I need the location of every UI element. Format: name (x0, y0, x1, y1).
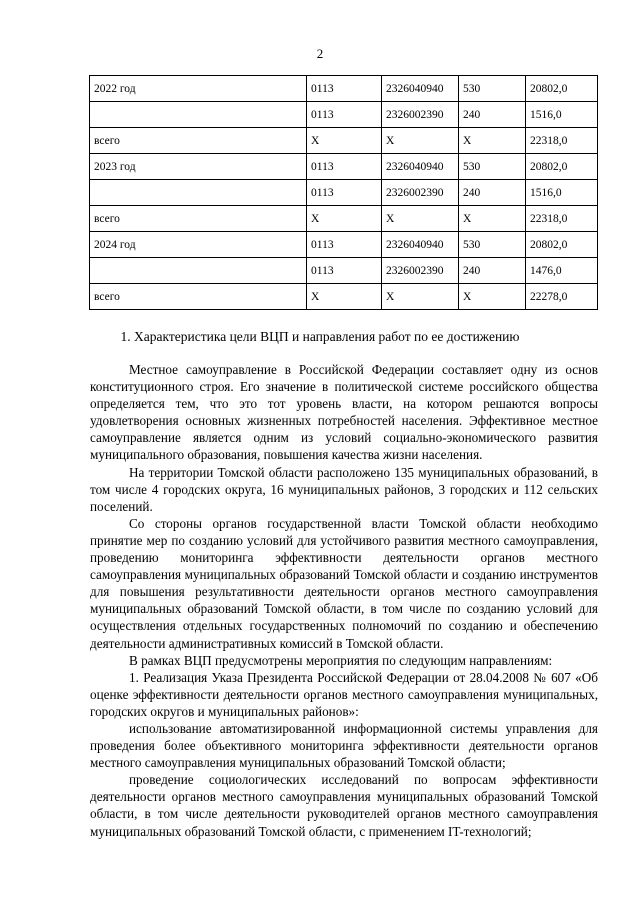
table-cell: 2022 год (90, 76, 307, 102)
funding-table (89, 75, 598, 310)
table-row (90, 258, 598, 284)
table-cell: 530 (459, 76, 526, 102)
table-cell: 2326002390 (382, 258, 459, 284)
table-cell: 2326040940 (382, 154, 459, 180)
table-cell: X (307, 206, 382, 232)
table-cell: 240 (459, 258, 526, 284)
section-heading: 1. Характеристика цели ВЦП и направления работ по ее достижению (120, 329, 520, 344)
table-cell: всего (90, 284, 307, 310)
paragraph: проведение социологических исследований по вопросам эффективности деятельности органов местного самоуправления муниципальных образований Томской области, в том числе деятельности руководителей органов местного самоуправления муниципальных образований Томской области, с применением IT-технологий; (90, 772, 598, 839)
table-cell: 20802,0 (526, 76, 598, 102)
table-cell: 2023 год (90, 154, 307, 180)
table-row (90, 76, 598, 102)
table-cell: X (382, 284, 459, 310)
table-cell: 2326040940 (382, 232, 459, 258)
table-cell: 20802,0 (526, 232, 598, 258)
table-cell: X (307, 128, 382, 154)
body-text (90, 361, 598, 840)
table-cell: 240 (459, 180, 526, 206)
table-row (90, 102, 598, 128)
table-row (90, 180, 598, 206)
table-row (90, 232, 598, 258)
paragraph: В рамках ВЦП предусмотрены мероприятия по следующим направлениям: (129, 652, 553, 668)
table-cell (90, 102, 307, 128)
page-number: 2 (316, 46, 324, 61)
table-row (90, 128, 598, 154)
table-cell: 22278,0 (526, 284, 598, 310)
table-cell: всего (90, 206, 307, 232)
table-cell: 0113 (307, 76, 382, 102)
table-cell: 20802,0 (526, 154, 598, 180)
table-row (90, 154, 598, 180)
table-cell: 22318,0 (526, 206, 598, 232)
table-cell: 1516,0 (526, 180, 598, 206)
table-cell: X (382, 128, 459, 154)
table-cell: 1516,0 (526, 102, 598, 128)
table-cell: 0113 (307, 180, 382, 206)
table-cell: 0113 (307, 102, 382, 128)
table-cell: 530 (459, 232, 526, 258)
table-cell: 2326002390 (382, 180, 459, 206)
table-cell: 22318,0 (526, 128, 598, 154)
table-cell: 1476,0 (526, 258, 598, 284)
table-cell: 530 (459, 154, 526, 180)
table-cell (90, 258, 307, 284)
table-cell: 240 (459, 102, 526, 128)
table-cell: 2326040940 (382, 76, 459, 102)
table-cell: X (459, 284, 526, 310)
paragraph: использование автоматизированной информационной системы управления для проведения более объективного мониторинга эффективности деятельности органов местного самоуправления муниципальных образований Томской области; (90, 720, 598, 771)
paragraph: 1. Реализация Указа Президента Российской Федерации от 28.04.2008 № 607 «Об оценке эффективности деятельности органов местного самоуправления муниципальных, городских округов и муниципальных районов»: (90, 669, 598, 719)
table-cell: 0113 (307, 258, 382, 284)
table-cell (90, 180, 307, 206)
table-cell: X (307, 284, 382, 310)
table-row (90, 206, 598, 232)
table-cell: 2024 год (90, 232, 307, 258)
paragraph: На территории Томской области расположено 135 муниципальных образований, в том числе 4 городских округа, 16 муниципальных районов, 3 городских и 112 сельских поселений. (90, 464, 598, 514)
table-cell: 0113 (307, 154, 382, 180)
table-cell: всего (90, 128, 307, 154)
paragraph: Со стороны органов государственной власти Томской области необходимо принятие мер по созданию условий для устойчивого развития местного самоуправления, проведению мониторинга эффективности деятельности органов местного самоуправления муниципальных образований Томской области и созданию инструментов для повышения результативности деятельности органов местного самоуправления муниципальных образований Томской области, в том числе по созданию условий для осуществления отдельных государственных полномочий по созданию и обеспечению деятельности административных комиссий в Томской области. (90, 515, 598, 651)
table-cell: 2326002390 (382, 102, 459, 128)
table-cell: 0113 (307, 232, 382, 258)
table-cell: X (459, 206, 526, 232)
table-row (90, 284, 598, 310)
paragraph: Местное самоуправление в Российской Федерации составляет одну из основ конституционного строя. Его значение в политической системе российского общества определяется тем, что это тот уровень власти, на котором решаются вопросы удовлетворения основных жизненных потребностей населения. Эффективное местное самоуправление является одним из условий социально-экономического развития муниципального образования, повышения качества жизни населения. (90, 362, 598, 463)
table-cell: X (382, 206, 459, 232)
table-cell: X (459, 128, 526, 154)
